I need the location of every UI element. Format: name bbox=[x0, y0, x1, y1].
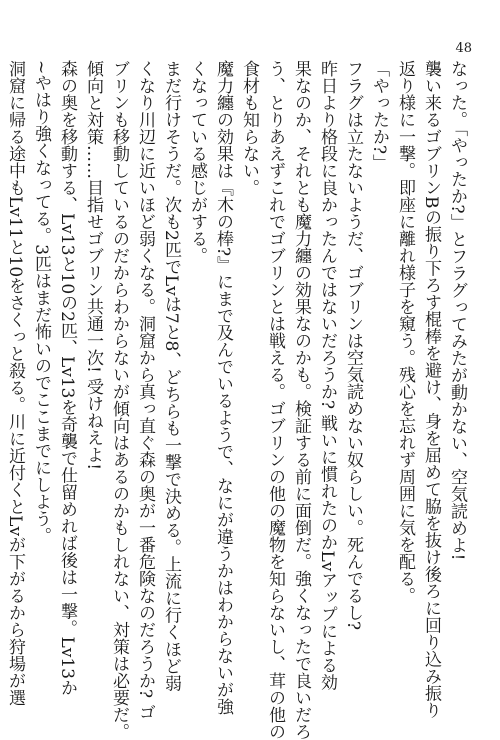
body-text bbox=[5, 60, 470, 740]
text-line: 「やったか?」 bbox=[369, 60, 389, 172]
text-line: 食材も知らない。 bbox=[239, 60, 259, 196]
text-line: 果なのか、それとも魔力纏の効果なのかも。検証する前に面倒だ。強くなったで良いだろ bbox=[291, 60, 311, 740]
text-line: 返り様に一撃。即座に離れ様子を窺う。残心を忘れず周囲に気を配る。 bbox=[395, 60, 415, 604]
text-line: 魔力纏の効果は『木の棒?』にまで及んでいるようで、なにが違うかはわからないが強 bbox=[213, 60, 233, 716]
text-line: ブリンも移動しているのだからわからないが傾向はあるのかもしれない、対策は必要だ。 bbox=[109, 60, 129, 740]
page-number: 48 bbox=[455, 41, 472, 56]
text-line: フラグは立たないようだ、ゴブリンは空気読めない奴らしい。死んでるし? bbox=[343, 60, 363, 631]
text-line: くなっている感じがする。 bbox=[187, 60, 207, 264]
text-line: くなり川辺に近いほど弱くなる。洞窟から真っ直ぐ森の奥が一番危険なのだろうか? ゴ bbox=[135, 60, 155, 721]
text-line: なった。「やったか?」とフラグってみたが動かない、空気読めよ! bbox=[447, 60, 467, 561]
text-line: 昨日より格段に良かったんではないだろうか? 戦いに慣れたのかLvアップによる効 bbox=[317, 60, 337, 691]
text-line: 襲い来るゴブリンBの振り下ろす棍棒を避け、身を屈めて脇を抜け後ろに回り込み振り bbox=[421, 60, 441, 719]
text-line: まだ行けそうだ。次も2匹でLvは7と8、どちらも一撃で決める。上流に行くほど弱 bbox=[161, 60, 181, 692]
text-line: う、とりあえずこれでゴブリンとは戦える。ゴブリンの他の魔物を知らないし、茸の他の bbox=[265, 60, 285, 740]
text-line: 洞窟に帰る途中もLv11と10をさくっと殺る。川に近付くとLvが下がるから狩場が選 bbox=[5, 60, 25, 707]
text-line: ~やはり強くなってる。3匹はまだ怖いのでここまでにしよう。 bbox=[31, 60, 51, 545]
text-line: 森の奥を移動する、Lv13と10の2匹、Lv13を奇襲で仕留めれば後は一撃。Lv13か bbox=[57, 60, 77, 697]
text-line: 傾向と対策……目指せゴブリン共通一次! 受けねえよ! bbox=[83, 60, 103, 471]
